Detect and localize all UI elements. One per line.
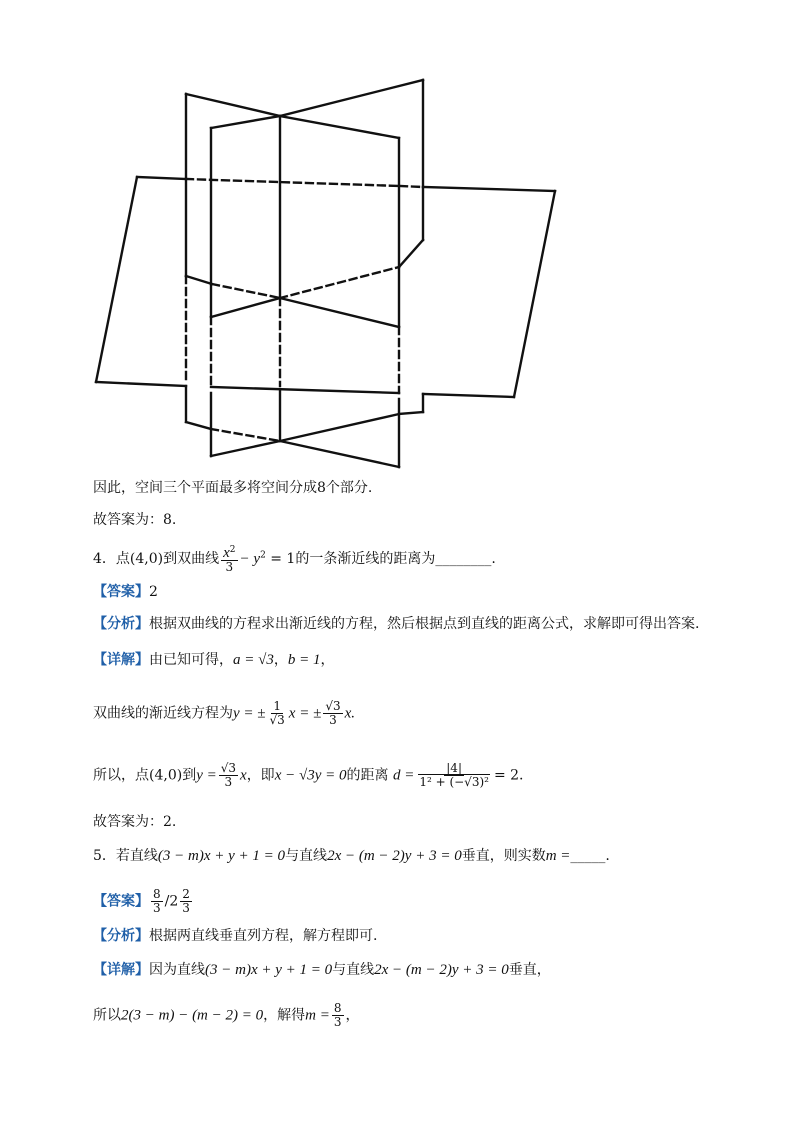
three-planes-figure-icon xyxy=(90,75,560,475)
q4-asymptote: 双曲线的渐近线方程为y = ± $\frac{1}{√3}$ x = ± $\frac{√3}{3}$ x. xyxy=(93,699,356,727)
answer-4: 故答案为：2. xyxy=(93,814,177,830)
question-4: 4．点(4,0)到双曲线 $\frac{x^2}{3}$ − $y^2 = 1$的一条渐近线的距离为________. xyxy=(93,545,496,574)
answer-3: 故答案为：8. xyxy=(93,512,177,528)
question-5: 5．若直线(3 − m)x + y + 1 = 0与直线2x − (m − 2)y + 3 = 0垂直，则实数m =_____. xyxy=(93,848,610,864)
q5-detail: 【详解】因为直线(3 − m)x + y + 1 = 0与直线2x − (m − 2)y + 3 = 0垂直， xyxy=(93,962,551,978)
q4-analysis: 【分析】根据双曲线的方程求出渐近线的方程，然后根据点到直线的距离公式，求解即可得出答案. xyxy=(93,616,700,632)
q5-analysis: 【分析】根据两直线垂直列方程，解方程即可. xyxy=(93,928,378,944)
q4-answer: 【答案】2 xyxy=(93,584,158,600)
q4-detail: 【详解】由已知可得，a = √3，b = 1， xyxy=(93,652,335,668)
conclusion-text: 因此，空间三个平面最多将空间分成8个部分. xyxy=(93,480,373,496)
q4-distance: 所以，点(4,0)到y = $\frac{√3}{3}$ x，即x − √3y = 0的距离 d = $\frac{|4|}{\text{1² + (−√3)²}}$ = 2. xyxy=(93,761,524,789)
q5-solve: 所以2(3 − m) − (m − 2) = 0，解得m = $\frac{8}{3}$ ， xyxy=(93,1001,360,1029)
q5-answer: 【答案】 $\frac{8}{3}$ /2 $\frac{2}{3}$ xyxy=(93,887,190,915)
